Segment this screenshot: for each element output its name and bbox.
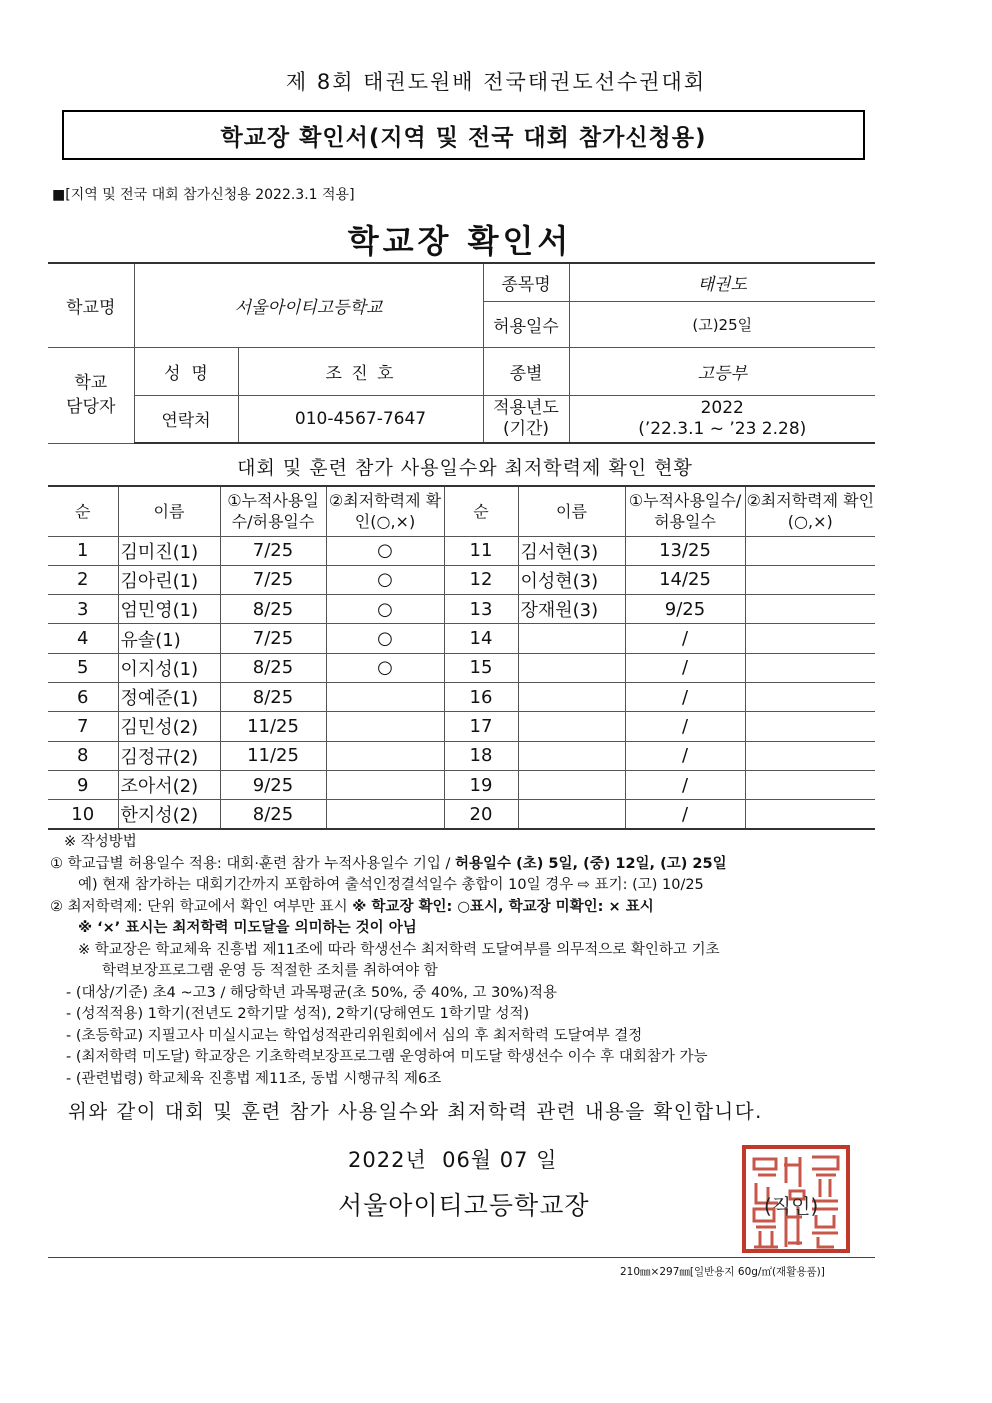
apply-year-period: (’22.3.1 ~ ’23 2.28) bbox=[638, 418, 807, 439]
division-label: 종별 bbox=[483, 347, 569, 395]
instruction-emphasis: ※ 학교장 확인: ○표시, 학교장 미확인: × 표시 bbox=[352, 898, 654, 915]
table-row bbox=[48, 770, 875, 799]
cell-grade-check bbox=[326, 682, 444, 711]
cell-usage: / bbox=[625, 741, 745, 770]
cell-name: 정예준(1) bbox=[118, 682, 220, 711]
cell-grade-check bbox=[745, 653, 875, 682]
cell-no: 3 bbox=[48, 595, 118, 624]
allowed-days-value: (고)25일 bbox=[569, 301, 875, 347]
cell-grade-check bbox=[745, 741, 875, 770]
header-name: 이름 bbox=[118, 486, 220, 536]
school-name-label: 학교명 bbox=[48, 263, 134, 347]
form-reference: ■[지역 및 전국 대회 참가신청용 2022.3.1 적용] bbox=[52, 187, 355, 203]
cell-name: 이성현(3) bbox=[518, 565, 625, 594]
cell-no: 10 bbox=[48, 800, 118, 829]
paper-spec: 210㎜×297㎜[일반용지 60g/㎡(재활용품)] bbox=[620, 1266, 825, 1278]
cell-grade-check bbox=[326, 770, 444, 799]
document-title: 학교장 확인서(지역 및 전국 대회 참가신청용) bbox=[220, 124, 707, 151]
table-row bbox=[48, 682, 875, 711]
cell-grade-check: ○ bbox=[326, 536, 444, 565]
header-usage: ①누적사용일수/허용일수 bbox=[625, 486, 745, 536]
cell-usage: / bbox=[625, 653, 745, 682]
cell-usage: 8/25 bbox=[220, 800, 326, 829]
cell-grade-check bbox=[745, 536, 875, 565]
instruction-line: - (관련법령) 학교체육 진흥법 제11조, 동법 시행규칙 제6조 bbox=[66, 1070, 442, 1087]
header-grade-check: ②최저학력제 확인(○,×) bbox=[326, 486, 444, 536]
cell-name bbox=[518, 800, 625, 829]
school-name-value: 서울아이티고등학교 bbox=[134, 263, 483, 347]
cell-name: 김민성(2) bbox=[118, 712, 220, 741]
instruction-line: - (최저학력 미도달) 학교장은 기초학력보장프로그램 운영하여 미도달 학생선수 이수 후 대회참가 가능 bbox=[66, 1049, 708, 1065]
instruction-line bbox=[50, 854, 880, 876]
cell-no: 12 bbox=[444, 565, 518, 594]
cell-name bbox=[518, 682, 625, 711]
cell-grade-check bbox=[745, 800, 875, 829]
instruction-emphasis: 허용일수 (초) 5일, (중) 12일, (고) 25일 bbox=[455, 855, 727, 872]
table-row bbox=[48, 712, 875, 741]
table-row bbox=[48, 741, 875, 770]
allowed-days-label: 허용일수 bbox=[483, 301, 569, 347]
header-grade-check: ②최저학력제 확인(○,×) bbox=[745, 486, 875, 536]
confirmation-statement: 위와 같이 대회 및 훈련 참가 사용일수와 최저학력 관련 내용을 확인합니다. bbox=[68, 1100, 763, 1123]
cell-usage: 8/25 bbox=[220, 595, 326, 624]
cell-name: 장재원(3) bbox=[518, 595, 625, 624]
cell-usage: 11/25 bbox=[220, 712, 326, 741]
cell-grade-check bbox=[745, 595, 875, 624]
athlete-roster-table bbox=[48, 485, 875, 830]
cell-usage: / bbox=[625, 624, 745, 653]
cell-grade-check: ○ bbox=[326, 565, 444, 594]
cell-no: 8 bbox=[48, 741, 118, 770]
instruction-line: - (성적적용) 1학기(전년도 2학기말 성적), 2학기(당해연도 1학기말 성적) bbox=[66, 1006, 530, 1022]
cell-name: 한지성(2) bbox=[118, 800, 220, 829]
instruction-text: ② 최저학력제: 단위 학교에서 확인 여부만 표시 bbox=[50, 898, 353, 915]
cell-no: 7 bbox=[48, 712, 118, 741]
instruction-line: - (초등학교) 지필고사 미실시교는 학업성적관리위원회에서 심의 후 최저학력 도달여부 결정 bbox=[66, 1027, 643, 1044]
header-no: 순 bbox=[444, 486, 518, 536]
instruction-text: ① 학교급별 허용일수 적용: 대회·훈련 참가 누적사용일수 기입 / bbox=[50, 855, 456, 872]
footer-divider bbox=[48, 1257, 875, 1258]
cell-usage: 13/25 bbox=[625, 536, 745, 565]
cell-no: 14 bbox=[444, 624, 518, 653]
instruction-line: 예) 현재 참가하는 대회기간까지 포함하여 출석인정결석일수 총합이 10일 경우 ⇨ 표기: (고) 10/25 bbox=[78, 877, 704, 893]
table-row bbox=[48, 800, 875, 829]
cell-no: 19 bbox=[444, 770, 518, 799]
cell-usage: / bbox=[625, 712, 745, 741]
cell-no: 16 bbox=[444, 682, 518, 711]
table-row bbox=[48, 624, 875, 653]
principal-title: 서울아이티고등학교장 bbox=[338, 1191, 590, 1220]
cell-usage: / bbox=[625, 800, 745, 829]
table-row bbox=[48, 595, 875, 624]
header-usage: ①누적사용일수/허용일수 bbox=[220, 486, 326, 536]
header-no: 순 bbox=[48, 486, 118, 536]
cell-name bbox=[518, 770, 625, 799]
cell-usage: 14/25 bbox=[625, 565, 745, 594]
main-title: 학교장 확인서 bbox=[347, 222, 573, 260]
seal-label: (직인) bbox=[764, 1194, 819, 1218]
cell-name bbox=[518, 653, 625, 682]
cell-no: 15 bbox=[444, 653, 518, 682]
cell-usage: 8/25 bbox=[220, 682, 326, 711]
cell-no: 1 bbox=[48, 536, 118, 565]
contact-phone-label: 연락처 bbox=[134, 395, 238, 443]
cell-usage: 11/25 bbox=[220, 741, 326, 770]
cell-usage: 8/25 bbox=[220, 653, 326, 682]
cell-grade-check: ○ bbox=[326, 653, 444, 682]
cell-grade-check bbox=[745, 565, 875, 594]
cell-grade-check: ○ bbox=[326, 624, 444, 653]
cell-usage: 7/25 bbox=[220, 565, 326, 594]
division-value: 고등부 bbox=[569, 347, 875, 395]
instructions bbox=[50, 832, 880, 1090]
sport-label: 종목명 bbox=[483, 263, 569, 301]
table-row bbox=[48, 536, 875, 565]
table-row bbox=[48, 653, 875, 682]
table-row bbox=[48, 565, 875, 594]
event-title: 제 8회 태권도원배 전국태권도선수권대회 bbox=[285, 70, 707, 94]
cell-name: 김서현(3) bbox=[518, 536, 625, 565]
cell-usage: / bbox=[625, 682, 745, 711]
contact-name-label: 성 명 bbox=[134, 347, 238, 395]
cell-no: 5 bbox=[48, 653, 118, 682]
apply-year-label: 적용년도 (기간) bbox=[483, 395, 569, 443]
cell-grade-check bbox=[326, 800, 444, 829]
cell-name: 이지성(1) bbox=[118, 653, 220, 682]
instruction-line bbox=[50, 897, 880, 919]
cell-no: 18 bbox=[444, 741, 518, 770]
cell-name: 조아서(2) bbox=[118, 770, 220, 799]
contact-person-label: 학교 담당자 bbox=[48, 347, 134, 443]
cell-grade-check: ○ bbox=[326, 595, 444, 624]
status-heading: 대회 및 훈련 참가 사용일수와 최저학력제 확인 현황 bbox=[237, 457, 693, 479]
cell-usage: 9/25 bbox=[220, 770, 326, 799]
contact-name-value: 조 진 호 bbox=[238, 347, 483, 395]
cell-grade-check bbox=[326, 741, 444, 770]
cell-no: 9 bbox=[48, 770, 118, 799]
sport-value: 태권도 bbox=[569, 263, 875, 301]
cell-grade-check bbox=[745, 712, 875, 741]
cell-no: 17 bbox=[444, 712, 518, 741]
cell-name: 김미진(1) bbox=[118, 536, 220, 565]
cell-usage: 7/25 bbox=[220, 624, 326, 653]
issue-date: 2022년 06월 07 일 bbox=[348, 1148, 558, 1172]
cell-usage: 9/25 bbox=[625, 595, 745, 624]
cell-name bbox=[518, 712, 625, 741]
cell-no: 2 bbox=[48, 565, 118, 594]
cell-name: 유솔(1) bbox=[118, 624, 220, 653]
cell-name bbox=[518, 741, 625, 770]
cell-no: 20 bbox=[444, 800, 518, 829]
contact-phone-value: 010-4567-7647 bbox=[238, 395, 483, 443]
cell-grade-check bbox=[326, 712, 444, 741]
roster-body bbox=[48, 536, 875, 829]
apply-year-value: 2022 bbox=[700, 397, 744, 418]
cell-grade-check bbox=[745, 770, 875, 799]
cell-no: 4 bbox=[48, 624, 118, 653]
header-name: 이름 bbox=[518, 486, 625, 536]
instruction-line: 학력보장프로그램 운영 등 적절한 조치를 취하여야 함 bbox=[102, 963, 438, 979]
apply-year-cell bbox=[569, 395, 875, 443]
cell-no: 11 bbox=[444, 536, 518, 565]
cell-grade-check bbox=[745, 624, 875, 653]
cell-no: 13 bbox=[444, 595, 518, 624]
instruction-line: - (대상/기준) 초4 ~고3 / 해당학년 과목평균(초 50%, 중 40%, 고 30%)적용 bbox=[66, 984, 557, 1001]
cell-name: 김정규(2) bbox=[118, 741, 220, 770]
cell-no: 6 bbox=[48, 682, 118, 711]
instruction-line: ※ 학교장은 학교체육 진흥법 제11조에 따라 학생선수 최저학력 도달여부를 의무적으로 확인하고 기초 bbox=[78, 941, 720, 958]
document-title-box bbox=[62, 110, 865, 160]
cell-grade-check bbox=[745, 682, 875, 711]
cell-name: 김아린(1) bbox=[118, 565, 220, 594]
cell-usage: 7/25 bbox=[220, 536, 326, 565]
cell-name bbox=[518, 624, 625, 653]
instructions-heading: ※ 작성방법 bbox=[64, 834, 137, 850]
cell-usage: / bbox=[625, 770, 745, 799]
school-info-table bbox=[48, 262, 875, 444]
instruction-line: ※ ‘×’ 표시는 최저학력 미도달을 의미하는 것이 아님 bbox=[78, 920, 417, 936]
cell-name: 엄민영(1) bbox=[118, 595, 220, 624]
